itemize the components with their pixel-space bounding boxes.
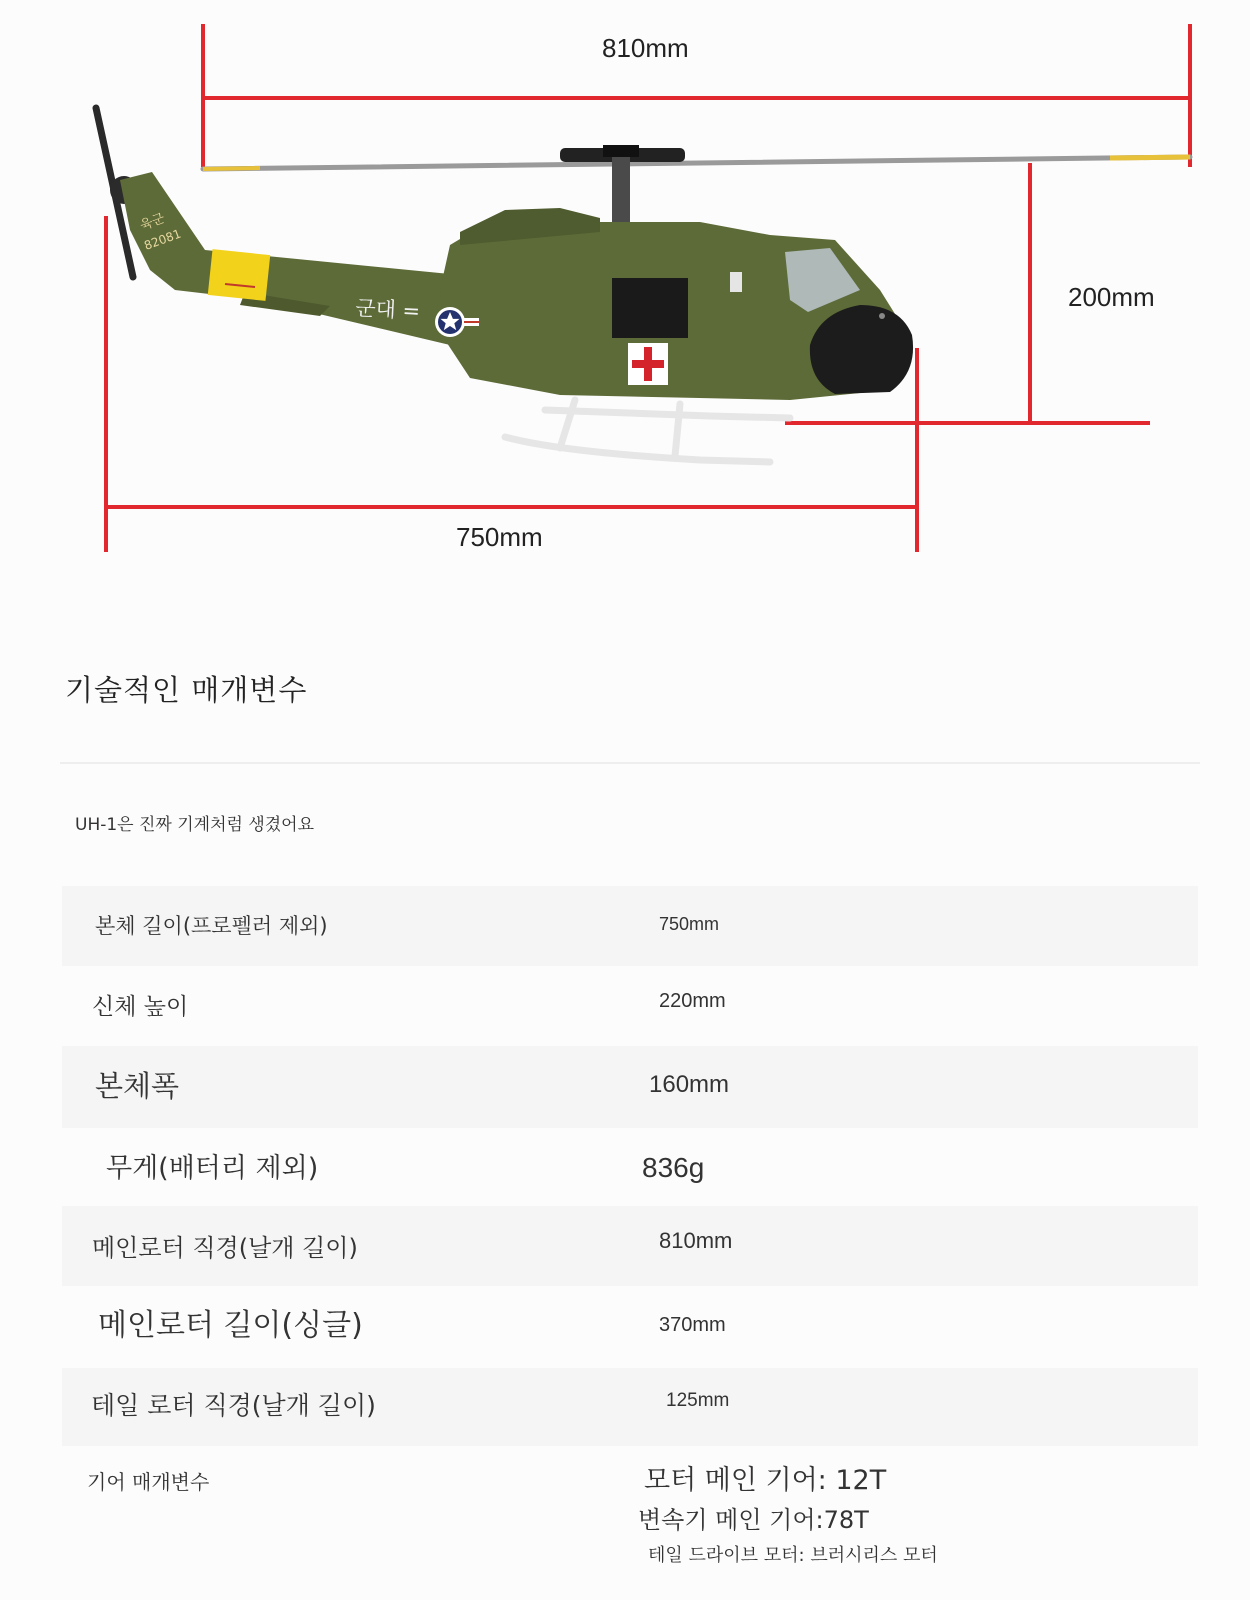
spec-row — [62, 886, 1198, 966]
section-note: UH-1은 진짜 기계처럼 생겼어요 — [75, 815, 315, 835]
spec-value: 220mm — [659, 990, 726, 1012]
fuselage — [435, 208, 913, 400]
yellow-band — [208, 249, 270, 301]
tail-marking-text: 육군 — [138, 211, 167, 234]
boom-marking-text: 군대 = — [354, 296, 421, 324]
gear-line: 테일 드라이브 모터: 브러시리스 모터 — [648, 1545, 938, 1566]
tail-number-text: 82081 — [142, 226, 183, 253]
height-label: 200mm — [1068, 282, 1155, 312]
spec-row — [62, 1368, 1198, 1446]
gear-row — [62, 1446, 1198, 1566]
spec-label: 메인로터 길이(싱글) — [98, 1308, 363, 1343]
section-divider — [60, 762, 1200, 764]
landing-skids — [505, 400, 790, 462]
spec-value: 125mm — [666, 1390, 730, 1411]
spec-label: 본체폭 — [95, 1069, 180, 1103]
spec-row — [62, 1206, 1198, 1286]
spec-label: 신체 높이 — [92, 994, 189, 1020]
cabin-door-window — [612, 278, 688, 338]
gear-line: 변속기 메인 기어:78T — [638, 1506, 869, 1534]
gear-label: 기어 매개변수 — [87, 1470, 210, 1494]
spec-label: 테일 로터 직경(날개 길이) — [91, 1391, 376, 1420]
spec-label: 무게(배터리 제외) — [106, 1153, 319, 1184]
section-title: 기술적인 매개변수 — [65, 673, 308, 707]
spec-label: 메인로터 직경(날개 길이) — [92, 1234, 358, 1262]
spec-value: 750mm — [659, 914, 720, 934]
spec-row — [62, 966, 1198, 1046]
rotor-span-label: 810mm — [602, 33, 689, 63]
spec-value: 836g — [642, 1152, 705, 1183]
spec-value: 160mm — [649, 1071, 730, 1098]
medic-cross — [628, 343, 668, 385]
body-length-label: 750mm — [456, 522, 543, 552]
spec-value: 370mm — [659, 1314, 726, 1336]
spec-value: 810mm — [659, 1228, 733, 1253]
gear-line: 모터 메인 기어: 12T — [644, 1465, 887, 1496]
spec-row — [62, 1046, 1198, 1128]
main-rotor — [203, 145, 1190, 225]
spec-row — [62, 1128, 1198, 1206]
spec-row — [62, 1286, 1198, 1368]
spec-table — [62, 886, 1198, 1566]
helicopter-dimension-figure — [0, 0, 1250, 600]
spec-label: 본체 길이(프로펠러 제외) — [95, 914, 328, 938]
